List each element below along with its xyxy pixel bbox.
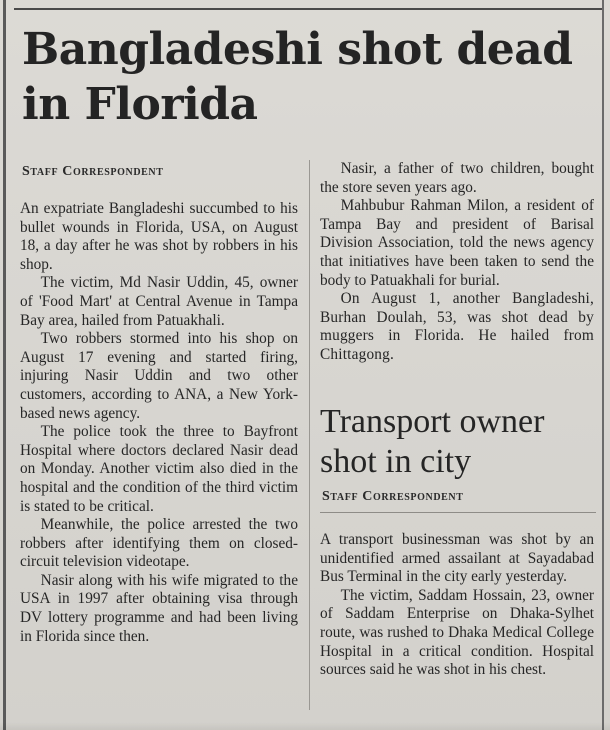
second-story-body [320, 531, 594, 680]
byline-second-story: Staff Correspondent [322, 489, 464, 504]
bottom-shadow [0, 722, 610, 730]
second-story-paragraph: The victim, Saddam Hossain, 23, owner of Saddam Enterprise on Dhaka-Sylhet route, was rushed to Dhaka Medical College Hospital in a critical condition. Hospital sources said he was shot in his chest. [320, 586, 594, 679]
second-story-rule [320, 512, 596, 513]
main-story-paragraph: The police took the three to Bayfront Hospital where doctors declared Nasir dead on Monday. Another victim also died in the hospital and the condition of the third victim is stated to be critical. [20, 423, 298, 515]
left-border-rule [3, 0, 6, 730]
byline-main-story: Staff Correspondent [22, 164, 164, 179]
main-story-paragraph: The victim, Md Nasir Uddin, 45, owner of 'Food Mart' at Central Avenue in Tampa Bay area, hailed from Patuakhali. [20, 274, 298, 329]
main-story-paragraph: Two robbers stormed into his shop on August 17 evening and started firing, injuring Nasir Uddin and two other customers, according to ANA, a New York-based news agency. [20, 330, 298, 422]
column-divider [309, 160, 310, 710]
main-story-paragraph: On August 1, another Bangladeshi, Burhan Doulah, 53, was shot dead by muggers in Florida. He hailed from Chittagong. [320, 290, 594, 363]
main-story-paragraph: Mahbubur Rahman Milon, a resident of Tampa Bay and president of Barisal Division Association, told the news agency that initiatives have been taken to send the body to Patuakhali for burial. [320, 197, 594, 289]
main-story-paragraph: An expatriate Bangladeshi succumbed to his bullet wounds in Florida, USA, on August 18, a day after he was shot by robbers in his shop. [20, 200, 298, 273]
main-story-left-column [20, 200, 298, 646]
second-story-headline: Transport owner shot in city [320, 403, 545, 480]
second-story-paragraph: A transport businessman was shot by an unidentified armed assailant at Sayadabad Bus Terminal in the city early yesterday. [320, 531, 594, 586]
right-border-rule [602, 0, 604, 730]
top-border-rule [14, 8, 604, 10]
main-story-paragraph: Meanwhile, the police arrested the two robbers after identifying them on closed-circuit television videotape. [20, 516, 298, 571]
main-story-paragraph: Nasir along with his wife migrated to the USA in 1997 after obtaining visa through DV lottery programme and had been living in Florida since then. [20, 571, 298, 645]
main-story-right-column [320, 160, 594, 365]
main-story-paragraph: Nasir, a father of two children, bought the store seven years ago. [320, 160, 594, 196]
main-headline: Bangladeshi shot dead in Florida [22, 24, 573, 130]
